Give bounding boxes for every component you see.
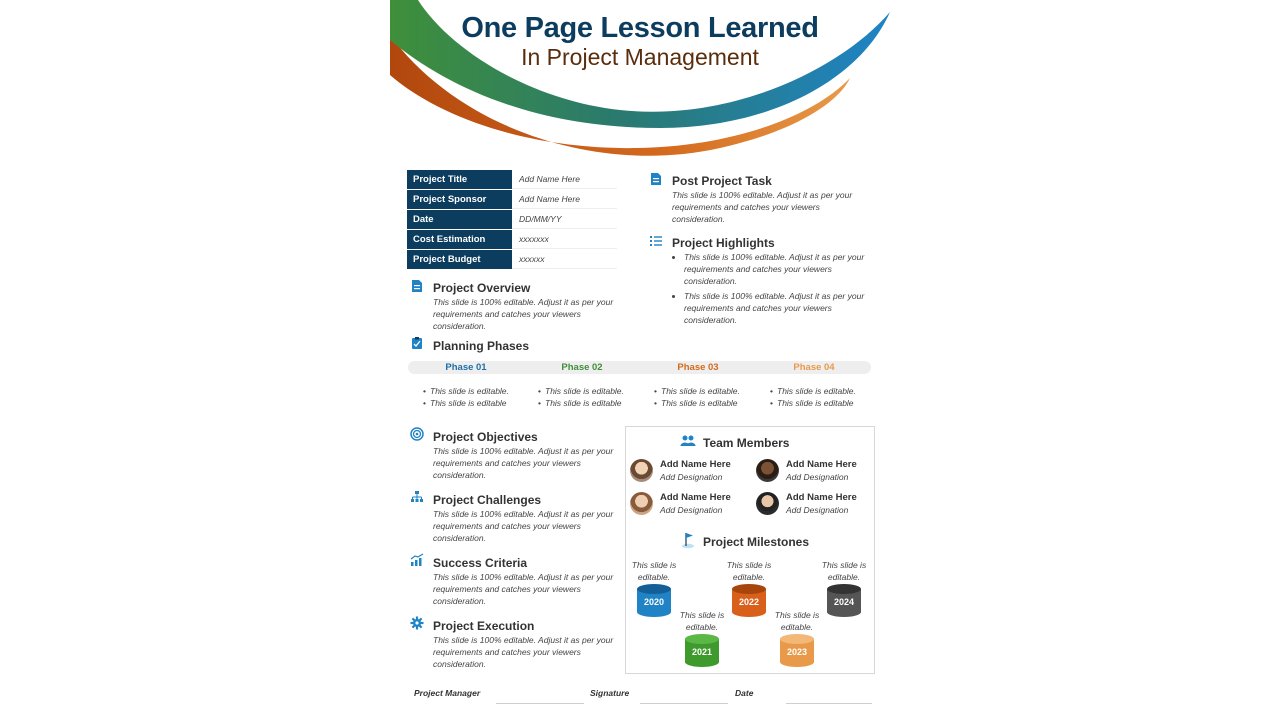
milestone-year: 2024 — [833, 597, 855, 607]
team-member — [756, 458, 866, 486]
info-value: DD/MM/YY — [512, 210, 617, 229]
team-member — [630, 458, 740, 486]
milestone-text: This slide is editable. — [631, 560, 677, 582]
gear-icon — [410, 616, 424, 630]
one-page-document — [390, 0, 890, 720]
phase-items — [414, 385, 530, 409]
info-value: Add Name Here — [512, 190, 617, 209]
section-title: Planning Phases — [433, 339, 530, 353]
info-label: Project Budget — [407, 250, 512, 269]
target-icon — [410, 427, 424, 441]
milestone-cylinder — [637, 584, 671, 618]
info-row — [407, 170, 617, 189]
page-title: One Page Lesson Learned — [461, 12, 819, 44]
info-row — [407, 230, 617, 249]
project-execution-section — [410, 616, 620, 671]
member-name: Add Name Here — [786, 492, 857, 503]
phase-item: • This slide is editable — [645, 397, 761, 409]
list-item: • This slide is 100% editable. Adjust it as per your requirements and catches your viewers consideration. — [684, 251, 884, 287]
member-designation: Add Designation — [786, 505, 849, 515]
section-body: This slide is 100% editable. Adjust it as per your requirements and catches your viewers consideration. — [433, 509, 614, 543]
growth-chart-icon — [410, 553, 424, 567]
info-value: xxxxxxx — [512, 230, 617, 249]
section-body: This slide is 100% editable. Adjust it as per your requirements and catches your viewers consideration. — [672, 190, 853, 224]
post-project-task-section — [649, 172, 879, 227]
section-body: This slide is 100% editable. Adjust it as per your requirements and catches your viewers consideration. — [433, 635, 614, 669]
member-designation: Add Designation — [660, 505, 723, 515]
section-title: Project Objectives — [433, 430, 538, 444]
section-title: Project Overview — [433, 281, 531, 295]
milestone-year: 2020 — [643, 597, 665, 607]
info-value: Add Name Here — [512, 170, 617, 189]
phase-label: Phase 02 — [561, 362, 603, 373]
project-info-table — [407, 170, 617, 270]
member-designation: Add Designation — [660, 472, 723, 482]
phase-item: • This slide is editable. — [414, 385, 530, 397]
milestone-text: This slide is editable. — [821, 560, 867, 582]
page-subtitle: In Project Management — [521, 44, 759, 70]
member-designation: Add Designation — [786, 472, 849, 482]
member-name: Add Name Here — [660, 459, 731, 470]
list-item: • This slide is 100% editable. Adjust it as per your requirements and catches your viewers consideration. — [684, 290, 884, 326]
avatar — [630, 492, 653, 515]
section-title: Project Highlights — [672, 236, 775, 250]
planning-phases-section — [410, 336, 610, 356]
milestone-cylinder — [685, 634, 719, 668]
info-row — [407, 210, 617, 229]
hierarchy-icon — [410, 490, 424, 504]
milestone-cylinder — [827, 584, 861, 618]
milestone-cylinder — [780, 634, 814, 668]
milestone-year: 2023 — [786, 647, 808, 657]
phase-item: • This slide is editable — [761, 397, 877, 409]
phase-label: Phase 04 — [793, 362, 835, 373]
list-icon — [649, 234, 663, 248]
date-line — [786, 703, 872, 704]
section-body: This slide is 100% editable. Adjust it as per your requirements and catches your viewers consideration. — [433, 446, 614, 480]
phase-label: Phase 03 — [677, 362, 719, 373]
phase-label: Phase 01 — [445, 362, 487, 373]
file-icon — [410, 279, 424, 293]
phase-item: • This slide is editable — [529, 397, 645, 409]
project-manager-label: Project Manager — [414, 688, 481, 698]
member-name: Add Name Here — [660, 492, 731, 503]
avatar — [630, 459, 653, 482]
milestone-year: 2022 — [738, 597, 760, 607]
project-challenges-section — [410, 490, 620, 545]
avatar — [756, 459, 779, 482]
project-objectives-section — [410, 427, 620, 482]
info-value: xxxxxx — [512, 250, 617, 269]
info-label: Project Title — [407, 170, 512, 189]
section-title: Success Criteria — [433, 556, 528, 570]
date-label: Date — [735, 688, 754, 698]
phase-item: • This slide is editable. — [645, 385, 761, 397]
phase-item: • This slide is editable. — [761, 385, 877, 397]
info-label: Project Sponsor — [407, 190, 512, 209]
team-member — [630, 491, 740, 519]
milestone-text: This slide is editable. — [774, 610, 820, 632]
member-name: Add Name Here — [786, 459, 857, 470]
avatar — [756, 492, 779, 515]
info-row — [407, 190, 617, 209]
milestone-text: This slide is editable. — [726, 560, 772, 582]
clipboard-icon — [410, 336, 424, 350]
section-title: Post Project Task — [672, 174, 772, 188]
signature-label: Signature — [590, 688, 630, 698]
phase-items — [761, 385, 877, 409]
signature-line — [640, 703, 728, 704]
phase-item: • This slide is editable — [414, 397, 530, 409]
success-criteria-section — [410, 553, 620, 608]
section-body: This slide is 100% editable. Adjust it as per your requirements and catches your viewers consideration. — [433, 297, 614, 331]
milestones-title: Project Milestones — [703, 535, 810, 549]
team-member — [756, 491, 866, 519]
document-icon — [649, 172, 663, 186]
phase-item: • This slide is editable. — [529, 385, 645, 397]
phase-items — [645, 385, 761, 409]
section-title: Project Execution — [433, 619, 535, 633]
milestone-text: This slide is editable. — [679, 610, 725, 632]
section-body: This slide is 100% editable. Adjust it as per your requirements and catches your viewers consideration. — [433, 572, 614, 606]
section-title: Project Challenges — [433, 493, 542, 507]
phase-items — [529, 385, 645, 409]
milestone-cylinder — [732, 584, 766, 618]
highlights-list — [672, 251, 884, 329]
info-label: Date — [407, 210, 512, 229]
info-row — [407, 250, 617, 269]
people-icon — [680, 435, 696, 447]
milestone-year: 2021 — [691, 647, 713, 657]
team-title: Team Members — [703, 436, 790, 450]
team-milestones-panel — [625, 426, 875, 674]
project-manager-signature-line — [496, 703, 584, 704]
project-highlights-section — [649, 234, 879, 329]
info-label: Cost Estimation — [407, 230, 512, 249]
flag-icon — [680, 531, 696, 549]
project-overview-section — [410, 279, 640, 334]
